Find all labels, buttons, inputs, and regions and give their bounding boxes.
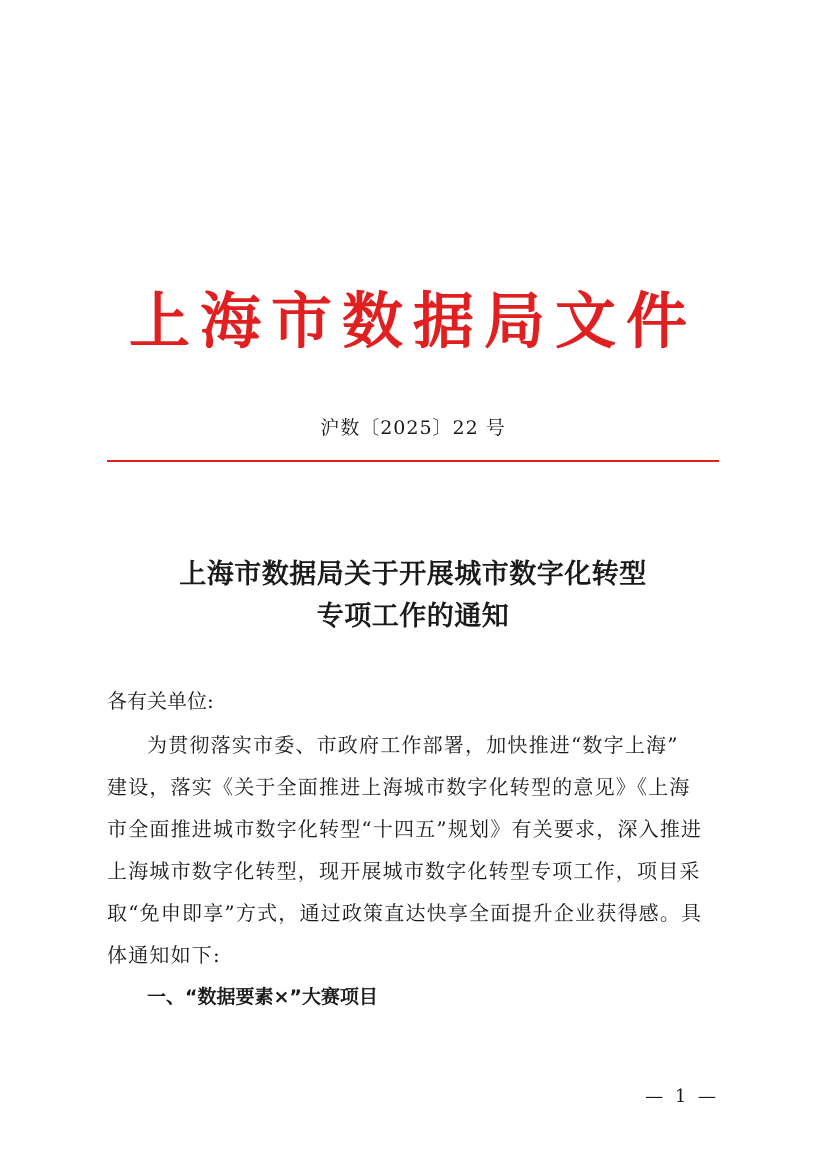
paragraph-line: 上海城市数字化转型，现开展城市数字化转型专项工作，项目采 xyxy=(107,859,701,883)
document-number: 沪数〔2025〕22 号 xyxy=(320,417,506,439)
section-heading: 一、“数据要素×”大赛项目 xyxy=(147,986,378,1008)
masthead-title: 上海市数据局文件 xyxy=(128,286,697,357)
paragraph-line: 为贯彻落实市委、市政府工作部署，加快推进“数字上海” xyxy=(147,733,679,757)
paragraph-line: 取“免申即享”方式，通过政策直达快享全面提升企业获得感。具 xyxy=(107,901,703,925)
notice-title-line-2: 专项工作的通知 xyxy=(316,601,510,632)
paragraph-line: 体通知如下: xyxy=(107,943,221,967)
paragraph-line: 建设，落实《关于全面推进上海城市数字化转型的意见》《上海 xyxy=(107,775,691,799)
notice-title-line-1: 上海市数据局关于开展城市数字化转型 xyxy=(179,559,647,590)
salutation: 各有关单位: xyxy=(107,689,214,713)
red-divider-line xyxy=(107,460,719,462)
page-number: — 1 — xyxy=(645,1086,719,1107)
paragraph-line: 市全面推进城市数字化转型“十四五”规划》有关要求，深入推进 xyxy=(107,817,703,841)
